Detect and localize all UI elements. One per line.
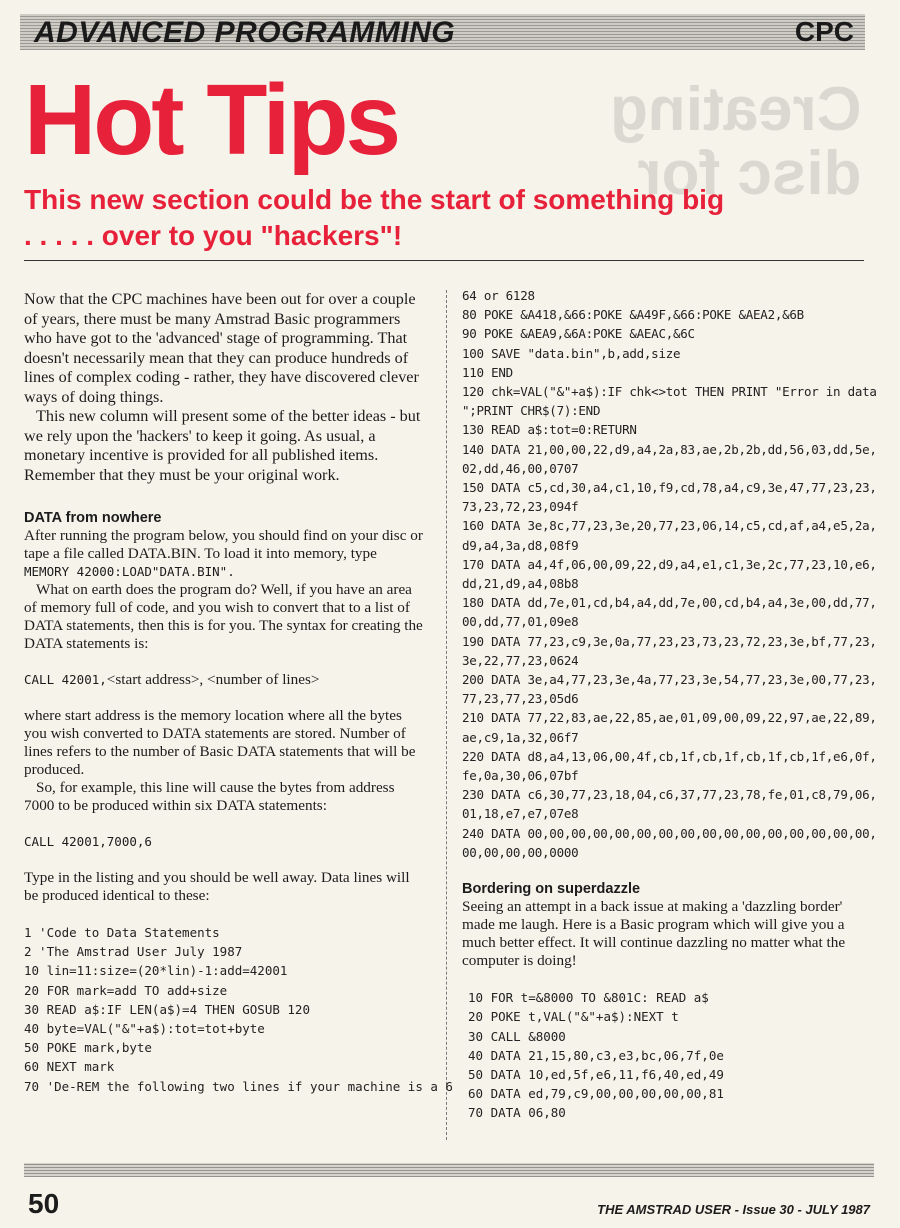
code-line: 90 POKE &AEA9,&6A:POKE &AEAC,&6C: [462, 326, 695, 342]
footer-band: [24, 1163, 874, 1177]
code-line: 190 DATA 77,23,c9,3e,0a,77,23,23,73,23,72,23,3e,bf,77,23,: [462, 633, 877, 649]
code-line: fe,0a,30,06,07bf: [462, 768, 579, 784]
section-header: ADVANCED PROGRAMMING: [34, 16, 456, 49]
code-line: 60 NEXT mark: [24, 1059, 115, 1075]
article-subtitle: [24, 182, 864, 254]
listing-border: [462, 988, 872, 1122]
code-line: 140 DATA 21,00,00,22,d9,a4,2a,83,ae,2b,2b,dd,56,03,dd,5e,: [462, 441, 877, 457]
code-line: 50 DATA 10,ed,5f,e6,11,f6,40,ed,49: [468, 1066, 724, 1082]
code-line: 100 SAVE "data.bin",b,add,size: [462, 345, 681, 361]
code-line: 3e,22,77,23,0624: [462, 652, 579, 668]
code-line: 01,18,e7,e7,07e8: [462, 806, 579, 822]
code-line: 40 DATA 21,15,80,c3,e3,bc,06,7f,0e: [468, 1047, 724, 1063]
border-paragraph: Seeing an attempt in a back issue at making a 'dazzling border' made me laugh. Here is a Basic program which will give you a much better effect. It will continue dazzling no matter what the computer is doing!: [462, 898, 846, 970]
code-line: 220 DATA d8,a4,13,06,00,4f,cb,1f,cb,1f,cb,1f,cb,1f,e6,0f,: [462, 748, 877, 764]
listing-left: [24, 923, 453, 1096]
code-line: 50 POKE mark,byte: [24, 1040, 152, 1056]
data-paragraph-3: where start address is the memory location where all the bytes you wish converted to DATA statements are stored. Number of lines refers to the number of Basic DATA statements that will be produced.: [24, 707, 416, 778]
code-line: d9,a4,3a,d8,08f9: [462, 537, 579, 553]
code-line: 77,23,77,23,05d6: [462, 691, 579, 707]
right-column: [462, 286, 877, 1123]
load-command: MEMORY 42000:LOAD"DATA.BIN".: [24, 564, 235, 579]
code-line: ae,c9,1a,32,06f7: [462, 729, 579, 745]
code-line: 70 DATA 06,80: [468, 1105, 566, 1121]
code-line: 2 'The Amstrad User July 1987: [24, 944, 243, 960]
code-line: 150 DATA c5,cd,30,a4,c1,10,f9,cd,78,a4,c9,3e,47,77,23,23,: [462, 480, 877, 496]
code-line: 64 or 6128: [462, 288, 535, 303]
code-line: 200 DATA 3e,a4,77,23,3e,4a,77,23,3e,54,77,23,3e,00,77,23,: [462, 672, 877, 688]
code-line: 170 DATA a4,4f,06,00,09,22,d9,a4,e1,c1,3e,2c,77,23,10,e6,: [462, 556, 877, 572]
code-line: 180 DATA dd,7e,01,cd,b4,a4,dd,7e,00,cd,b4,a4,3e,00,dd,77,: [462, 595, 877, 611]
syntax-line: [24, 671, 424, 689]
code-line: 70 'De-REM the following two lines if your machine is a 6: [24, 1078, 453, 1094]
code-line: 230 DATA c6,30,77,23,18,04,c6,37,77,23,78,fe,01,c8,79,06,: [462, 787, 877, 803]
code-line: 00,00,00,00,0000: [462, 844, 579, 860]
code-line: 160 DATA 3e,8c,77,23,3e,20,77,23,06,14,c5,cd,af,a4,e5,2a,: [462, 518, 877, 534]
code-line: 20 FOR mark=add TO add+size: [24, 982, 228, 998]
code-line: 30 CALL &8000: [468, 1028, 566, 1044]
intro-paragraph-2: This new column will present some of the better ideas - but we rely upon the 'hackers' to keep it going. As usual, a monetary incentive is provided for all published items. Remember that they must be your original work.: [24, 407, 421, 484]
code-line: 00,dd,77,01,09e8: [462, 614, 579, 630]
code-line: 10 FOR t=&8000 TO &801C: READ a$: [468, 990, 709, 1006]
page-number: 50: [28, 1188, 60, 1219]
code-line: 40 byte=VAL("&"+a$):tot=tot+byte: [24, 1021, 265, 1037]
example-call: [24, 833, 424, 851]
title-rule: [24, 260, 864, 261]
show-through-text: Creating disc for: [610, 75, 862, 208]
platform-label: CPC: [794, 16, 854, 47]
code-line: 120 chk=VAL("&"+a$):IF chk<>tot THEN PRINT "Error in data: [462, 384, 877, 400]
code-line: 1 'Code to Data Statements: [24, 925, 220, 940]
subtitle-line-2: . . . . . over to you "hackers"!: [24, 220, 403, 251]
data-section-heading: DATA from nowhere: [24, 510, 162, 526]
data-paragraph-1-text: After running the program below, you should find on your disc or tape a file called DATA.BIN. To load it into memory, type: [24, 527, 423, 562]
article-title: Hot Tips: [24, 64, 399, 176]
code-line: 30 READ a$:IF LEN(a$)=4 THEN GOSUB 120: [24, 1001, 310, 1017]
code-line: 210 DATA 77,22,83,ae,22,85,ae,01,09,00,09,22,97,ae,22,89,: [462, 710, 877, 726]
code-line: 73,23,72,23,094f: [462, 499, 579, 515]
intro-paragraph-1: Now that the CPC machines have been out for over a couple of years, there must be many Amstrad Basic programmers who have got to the 'advanced' stage of programming. That doesn't necessarily mean that they can produce hundreds of lines of complex coding - rather, they have discovered clever ways of doing things.: [24, 290, 419, 406]
code-line: ";PRINT CHR$(7):END: [462, 403, 601, 419]
data-paragraph-1: [24, 527, 424, 581]
example-code: CALL 42001,7000,6: [24, 834, 152, 849]
code-line: 20 POKE t,VAL("&"+a$):NEXT t: [468, 1009, 679, 1025]
code-line: 80 POKE &A418,&66:POKE &A49F,&66:POKE &AEA2,&6B: [462, 307, 804, 323]
left-column: [24, 290, 453, 1096]
code-line: 110 END: [462, 364, 513, 380]
data-paragraph-5: Type in the listing and you should be well away. Data lines will be produced identical to these:: [24, 869, 410, 904]
code-line: 10 lin=11:size=(20*lin)-1:add=42001: [24, 963, 288, 979]
listing-right: [462, 286, 877, 862]
data-paragraph-2: What on earth does the program do? Well, if you have an area of memory full of code, and you wish to convert that to a list of DATA statements, then this is for you. The syntax for creating the DATA statements is:: [24, 581, 423, 652]
code-line: 240 DATA 00,00,00,00,00,00,00,00,00,00,00,00,00,00,00,00,: [462, 825, 877, 841]
code-line: dd,21,d9,a4,08b8: [462, 576, 579, 592]
data-paragraph-4: So, for example, this line will cause the bytes from address 7000 to be produced within six DATA statements:: [24, 779, 395, 814]
subtitle-line-1: This new section could be the start of something big: [24, 184, 725, 215]
code-line: 02,dd,46,00,0707: [462, 460, 579, 476]
column-divider: [446, 290, 448, 1140]
code-line: 130 READ a$:tot=0:RETURN: [462, 422, 637, 438]
code-line: 60 DATA ed,79,c9,00,00,00,00,00,81: [468, 1086, 724, 1102]
border-section-heading: Bordering on superdazzle: [462, 881, 641, 898]
publication-footer: THE AMSTRAD USER - Issue 30 - JULY 1987: [597, 1202, 870, 1217]
syntax-code: CALL 42001,: [24, 672, 107, 687]
syntax-args: <start address>, <number of lines>: [106, 671, 320, 688]
